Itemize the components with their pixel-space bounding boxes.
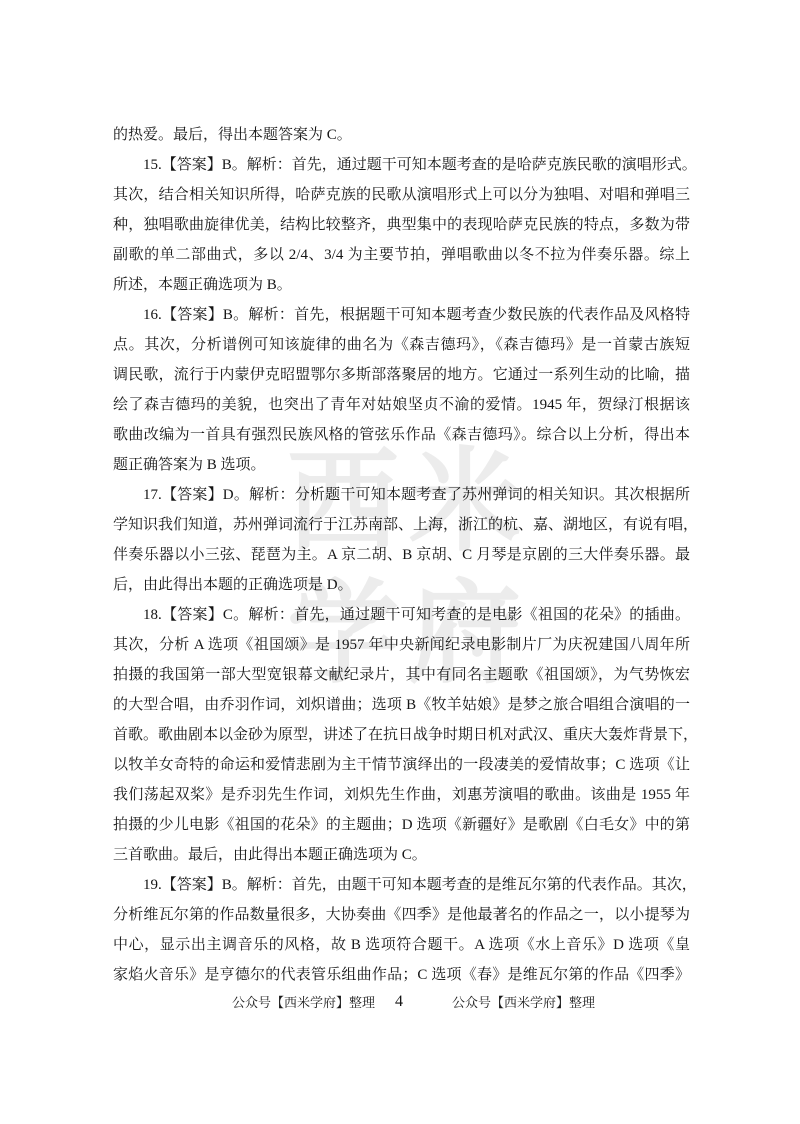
answer-paragraph-16 [113, 300, 690, 480]
footer-credit-right: 公众号【西米学府】整理 [452, 995, 596, 1010]
watermark-char: 学 [287, 569, 399, 699]
text-line: 题正确答案为 B 选项。 [113, 457, 266, 473]
text-line: 副歌的单二部曲式，多以 2/4、3/4 为主要节拍，弹唱歌曲以冬不拉为伴奏乐器。综上 [113, 247, 690, 263]
text-line: 其次，结合相关知识所得，哈萨克族的民歌从演唱形式上可以分为独唱、对唱和弹唱三 [113, 187, 690, 203]
text-line: 调民歌，流行于内蒙伊克昭盟鄂尔多斯部落聚居的地方。它通过一系列生动的比喻，描 [113, 367, 690, 383]
text-line: 分析维瓦尔第的作品数量很多，大协奏曲《四季》是他最著名的作品之一，以小提琴为 [113, 907, 690, 923]
text-line: 后，由此得出本题的正确选项是 D。 [113, 577, 353, 593]
text-line: 点。其次，分析谱例可知该旋律的曲名为《森吉德玛》，《森吉德玛》是一首蒙古族短 [113, 337, 690, 353]
text-line: 歌曲改编为一首具有强烈民族风格的管弦乐作品《森吉德玛》。综合以上分析，得出本 [113, 427, 690, 443]
body-text [113, 120, 699, 990]
answer-paragraph-15 [113, 150, 697, 300]
text-line: 15.【答案】B。解析：首先，通过题干可知本题考查的是哈萨克族民歌的演唱形式。 [143, 157, 697, 173]
footer-credit-left: 公众号【西米学府】整理 [232, 995, 376, 1010]
text-line: 18.【答案】C。解析：首先，通过题干可知考查的是电影《祖国的花朵》的插曲。 [143, 607, 690, 623]
text-line: 学知识我们知道，苏州弹词流行于江苏南部、上海，浙江的杭、嘉、湖地区，有说有唱， [113, 517, 699, 533]
text-line: 家焰火音乐》是亨德尔的代表管乐组曲作品；C 选项《春》是维瓦尔第的作品《四季》 [113, 967, 690, 983]
text-line: 其次，分析 A 选项《祖国颂》是 1957 年中央新闻纪录电影制片厂为庆祝建国八周年所 [113, 637, 690, 653]
page-number: 4 [395, 993, 403, 1010]
text-line: 伴奏乐器以小三弦、琵琶为主。A 京二胡、B 京胡、C 月琴是京剧的三大伴奏乐器。最 [113, 547, 690, 563]
answer-paragraph-19 [113, 870, 697, 990]
text-line: 以牧羊女奇特的命运和爱情悲剧为主干情节演绎出的一段凄美的爱情故事；C 选项《让 [113, 757, 690, 773]
text-line: 的大型合唱，由乔羽作词，刘炽谱曲；选项 B《牧羊姑娘》是梦之旅合唱组合演唱的一 [113, 697, 690, 713]
text-line: 我们荡起双桨》是乔羽先生作词，刘炽先生作曲，刘惠芳演唱的歌曲。该曲是 1955 年 [113, 787, 690, 803]
text-line: 拍摄的少儿电影《祖国的花朵》的主题曲；D 选项《新疆好》是歌剧《白毛女》中的第 [113, 817, 690, 833]
watermark-char: 米 [409, 437, 521, 567]
text-line: 16.【答案】B。解析：首先，根据题干可知本题考查少数民族的代表作品及风格特 [143, 307, 690, 323]
watermark-char: 府 [409, 569, 521, 699]
text-line: 三首歌曲。最后，由此得出本题正确选项为 C。 [113, 847, 427, 863]
text-line: 中心，显示出主调音乐的风格，故 B 选项符合题干。A 选项《水上音乐》D 选项《皇 [113, 937, 690, 953]
text-line: 种，独唱歌曲旋律优美，结构比较整齐，典型集中的表现哈萨克民族的特点，多数为带 [113, 217, 690, 233]
text-line: 绘了森吉德玛的美貌，也突出了青年对姑娘坚贞不渝的爱情。1945 年，贺绿汀根据该 [113, 397, 690, 413]
text-line: 19.【答案】B。解析：首先，由题干可知本题考查的是维瓦尔第的代表作品。其次， [143, 877, 697, 893]
text-line: 拍摄的我国第一部大型宽银幕文献纪录片，其中有同名主题歌《祖国颂》，为气势恢宏 [113, 667, 690, 683]
answer-paragraph-18 [113, 600, 699, 870]
text-line: 所述，本题正确选项为 B。 [113, 277, 292, 293]
answer-paragraph-17 [113, 480, 699, 600]
text-line: 的热爱。最后，得出本题答案为 C。 [113, 127, 352, 143]
paragraph-continuation [113, 120, 690, 150]
watermark-char: 西 [287, 437, 399, 567]
text-line: 17.【答案】D。解析：分析题干可知本题考查了苏州弹词的相关知识。其次根据所 [143, 487, 690, 503]
text-line: 首歌。歌曲剧本以金砂为原型，讲述了在抗日战争时期日机对武汉、重庆大轰炸背景下， [113, 727, 699, 743]
